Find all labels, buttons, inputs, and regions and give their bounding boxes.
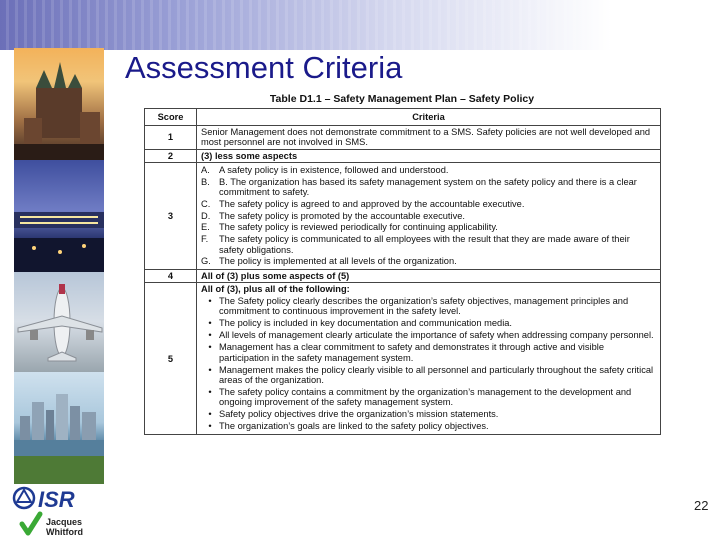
list-item bbox=[201, 365, 656, 386]
criteria-cell bbox=[197, 163, 661, 270]
page-number: 22 bbox=[694, 498, 709, 513]
score-cell: 5 bbox=[145, 283, 197, 435]
score-cell: 2 bbox=[145, 149, 197, 162]
item-text: The policy is implemented at all levels of the organization. bbox=[219, 256, 457, 267]
criteria-intro: All of (3), plus all of the following: bbox=[201, 284, 350, 295]
item-text: The organization’s goals are linked to the safety policy objectives. bbox=[219, 421, 489, 432]
airport-photo bbox=[14, 160, 104, 272]
bullet-icon: • bbox=[208, 409, 212, 420]
criteria-cell: (3) less some aspects bbox=[197, 149, 661, 162]
isr-logo bbox=[14, 487, 75, 512]
table-row bbox=[145, 163, 661, 270]
item-letter: G. bbox=[201, 256, 211, 267]
table-row bbox=[145, 269, 661, 282]
airplane-photo bbox=[14, 272, 104, 372]
item-text: Management makes the policy clearly visible to all personnel and particularly throughout the safety critical areas of the organization. bbox=[219, 364, 654, 385]
criteria-header: Criteria bbox=[197, 109, 661, 126]
list-item bbox=[201, 330, 656, 340]
city-skyline-photo bbox=[14, 372, 104, 484]
table-row bbox=[145, 283, 661, 435]
slide-title: Assessment Criteria bbox=[125, 50, 403, 85]
list-item bbox=[201, 421, 656, 431]
table-row bbox=[145, 126, 661, 150]
criteria-cell: Senior Management does not demonstrate commitment to a SMS. Safety policies are not well developed and most personnel are not involved in SMS. bbox=[197, 126, 661, 150]
list-item bbox=[201, 409, 656, 419]
item-text: A safety policy is in existence, followed and understood. bbox=[219, 165, 449, 176]
bullet-icon: • bbox=[208, 330, 212, 341]
item-text: The safety policy is promoted by the accountable executive. bbox=[219, 210, 465, 221]
item-text: Management has a clear commitment to safety and demonstrates it through active and visible participation in the safety management system. bbox=[219, 342, 604, 363]
item-text: The safety policy contains a commitment by the organization’s management to the development and ongoing improvement of the safety management system. bbox=[219, 386, 632, 408]
item-text: Safety policy objectives drive the organization’s mission statements. bbox=[219, 409, 499, 420]
item-text: All levels of management clearly articulate the importance of safety when addressing company personnel. bbox=[219, 330, 654, 341]
bullet-icon: • bbox=[208, 364, 212, 375]
list-item bbox=[201, 387, 656, 408]
score-cell: 1 bbox=[145, 126, 197, 150]
item-text: The Safety policy clearly describes the organization’s safety objectives, management principles and commitment to continuous improvement in the safety level. bbox=[219, 295, 629, 317]
criteria-table bbox=[144, 108, 661, 435]
castle-photo bbox=[14, 48, 104, 160]
table-header-row bbox=[145, 109, 661, 126]
criteria-cell: All of (3) plus some aspects of (5) bbox=[197, 269, 661, 282]
top-decorative-bar bbox=[0, 0, 720, 50]
item-text: The safety policy is agreed to and approved by the accountable executive. bbox=[219, 199, 525, 210]
bullet-icon: • bbox=[208, 421, 212, 432]
table-caption: Table D1.1 – Safety Management Plan – Safety Policy bbox=[269, 93, 535, 105]
item-letter: E. bbox=[201, 222, 210, 233]
list-item bbox=[201, 211, 656, 221]
item-letter: B. bbox=[201, 176, 210, 187]
list-item bbox=[201, 177, 656, 198]
score-cell: 4 bbox=[145, 269, 197, 282]
bullet-icon: • bbox=[208, 342, 212, 353]
jw-logo-line2: Whitford bbox=[46, 527, 83, 537]
list-item bbox=[201, 342, 656, 363]
list-item bbox=[201, 199, 656, 209]
logo-area bbox=[10, 486, 110, 538]
criteria-cell bbox=[197, 283, 661, 435]
score-cell: 3 bbox=[145, 163, 197, 270]
item-text: B. The organization has based its safety management system on the safety policy and there is a clear commitment to safety. bbox=[219, 176, 637, 198]
item-letter: C. bbox=[201, 199, 211, 210]
list-item bbox=[201, 296, 656, 317]
item-letter: A. bbox=[201, 165, 210, 176]
jacques-whitford-logo bbox=[22, 514, 83, 537]
bullet-icon: • bbox=[208, 318, 212, 329]
item-letter: D. bbox=[201, 210, 211, 221]
item-text: The policy is included in key documentation and communication media. bbox=[219, 318, 513, 329]
jw-logo-line1: Jacques bbox=[46, 517, 83, 527]
item-text: The safety policy is reviewed periodically for continuing applicability. bbox=[219, 222, 498, 233]
list-item bbox=[201, 165, 656, 175]
bullet-icon: • bbox=[208, 295, 212, 306]
item-text: The safety policy is communicated to all employees with the result that they are made aware of their safety obligations. bbox=[219, 234, 630, 255]
list-item bbox=[201, 222, 656, 232]
list-item bbox=[201, 318, 656, 328]
isr-logo-text: ISR bbox=[38, 487, 75, 512]
item-letter: F. bbox=[201, 234, 209, 245]
photo-strip bbox=[14, 48, 104, 484]
bullet-icon: • bbox=[208, 386, 212, 397]
score-header: Score bbox=[145, 109, 197, 126]
list-item bbox=[201, 234, 656, 255]
list-item bbox=[201, 256, 656, 266]
table-row bbox=[145, 149, 661, 162]
